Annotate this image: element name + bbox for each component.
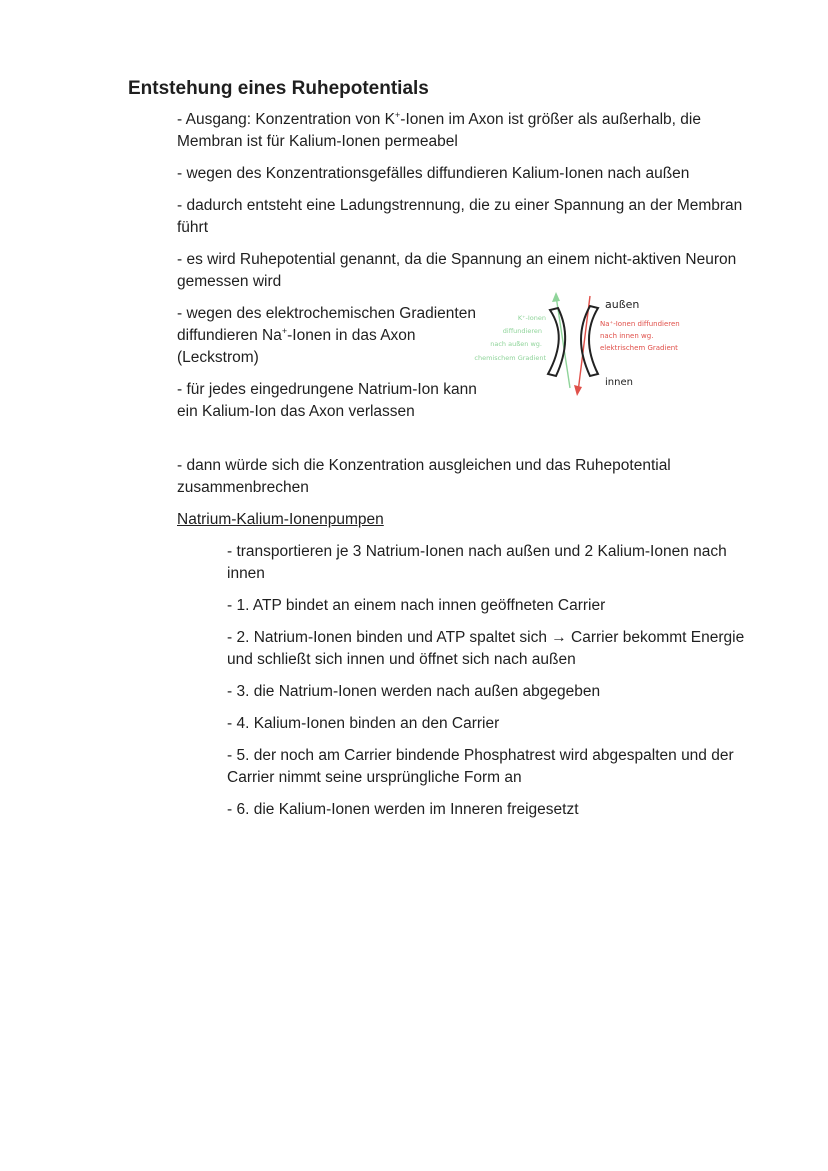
pump-item: - 3. die Natrium-Ionen werden nach außen abgegeben	[227, 683, 601, 700]
potassium-note-line: diffundieren	[502, 327, 542, 335]
superscript: +	[281, 325, 288, 336]
superscript: +	[395, 109, 401, 120]
ion-channel-sketch	[470, 288, 710, 398]
text-segment: - wegen des elektrochemischen Gradienten diffundieren Na	[177, 305, 476, 344]
paragraph-ausgleich: - dann würde sich die Konzentration ausgleichen und das Ruhepotential zusammenbrechen	[177, 457, 671, 496]
sodium-arrow-head	[574, 385, 582, 396]
text-segment: -Ionen in das Axon (Leckstrom)	[177, 327, 416, 366]
sodium-note	[600, 320, 680, 352]
label-outside: außen	[605, 298, 640, 311]
paragraph-ausgang	[177, 109, 757, 153]
paragraph-leckstrom	[177, 303, 477, 369]
paragraph-ladungstrennung: - dadurch entsteht eine Ladungstrennung, die zu einer Spannung an der Membran führt	[177, 197, 743, 236]
label-inside: innen	[605, 377, 633, 388]
potassium-note	[474, 314, 546, 362]
sodium-note-line: elektrischem Gradient	[600, 344, 678, 352]
potassium-note-line: nach außen wg.	[490, 340, 542, 348]
sodium-note-line: nach innen wg.	[600, 332, 654, 340]
text-segment: - Ausgang: Konzentration von K	[177, 111, 396, 128]
pump-item: - 1. ATP bindet an einem nach innen geöffneten Carrier	[227, 597, 606, 614]
subheading-pumpen: Natrium-Kalium-Ionenpumpen	[177, 511, 384, 528]
potassium-note-line: K⁺-Ionen	[517, 314, 546, 322]
page-title: Entstehung eines Ruhepotentials	[128, 78, 429, 99]
pump-item: - 5. der noch am Carrier bindende Phosphatrest wird abgespalten und der Carrier nimmt seine ursprüngliche Form an	[227, 747, 734, 786]
paragraph-ruhepotential: - es wird Ruhepotential genannt, da die Spannung an einem nicht-aktiven Neuron gemessen wird	[177, 251, 737, 290]
paragraph-austausch: - für jedes eingedrungene Natrium-Ion kann ein Kalium-Ion das Axon verlassen	[177, 381, 477, 420]
channel-right-wall	[581, 306, 598, 376]
text-segment: -Ionen im Axon ist größer als außerhalb, die Membran ist für Kalium-Ionen permeabel	[177, 111, 701, 150]
paragraph-diffusion: - wegen des Konzentrationsgefälles diffundieren Kalium-Ionen nach außen	[177, 165, 690, 182]
sodium-note-line: Na⁺-Ionen diffundieren	[600, 320, 680, 328]
pump-item: - 6. die Kalium-Ionen werden im Inneren freigesetzt	[227, 801, 579, 818]
pump-item: - 2. Natrium-Ionen binden und ATP spaltet sich → Carrier bekommt Energie und schließt sich innen und öffnet sich nach außen	[227, 629, 745, 668]
pump-item: - transportieren je 3 Natrium-Ionen nach außen und 2 Kalium-Ionen nach innen	[227, 543, 727, 582]
potassium-arrow-head	[552, 292, 560, 302]
potassium-note-line: chemischem Gradient	[474, 354, 546, 362]
pump-item: - 4. Kalium-Ionen binden an den Carrier	[227, 715, 500, 732]
